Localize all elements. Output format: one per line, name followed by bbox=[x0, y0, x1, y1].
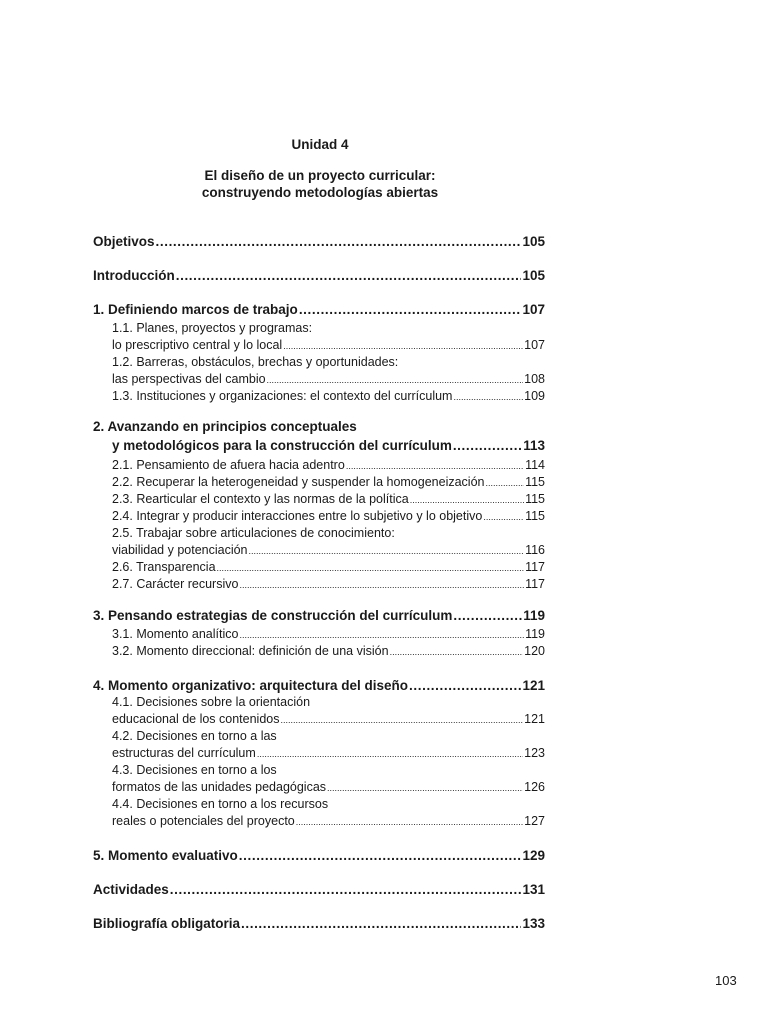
toc-entry-title: 2.1. Pensamiento de afuera hacia adentro bbox=[112, 458, 345, 472]
toc-page-number: 116 bbox=[525, 543, 545, 557]
toc-page-number: 114 bbox=[525, 458, 545, 472]
toc-entry-title: Objetivos bbox=[93, 234, 155, 249]
toc-page-number: 121 bbox=[522, 678, 545, 693]
toc-page-number: 109 bbox=[524, 389, 545, 403]
toc-entry bbox=[112, 543, 545, 557]
dot-leader bbox=[239, 627, 524, 641]
toc-entry-title: 2.5. Trabajar sobre articulaciones de conocimiento: bbox=[112, 526, 395, 540]
dot-leader bbox=[296, 814, 523, 828]
toc-page-number: 119 bbox=[525, 627, 545, 641]
toc-entry-title: 4.3. Decisiones en torno a los bbox=[112, 763, 277, 777]
dot-leader bbox=[283, 338, 523, 352]
toc-entry-title: 1. Definiendo marcos de trabajo bbox=[93, 302, 298, 317]
dot-leader bbox=[249, 543, 525, 557]
toc-entry bbox=[112, 475, 545, 489]
toc-entry bbox=[112, 560, 545, 574]
toc-entry bbox=[93, 419, 545, 434]
dot-leader bbox=[299, 302, 522, 317]
toc-entry bbox=[93, 678, 545, 693]
dot-leader bbox=[327, 780, 523, 794]
dot-leader bbox=[217, 560, 525, 574]
toc-entry-title: 1.3. Instituciones y organizaciones: el contexto del currículum bbox=[112, 389, 453, 403]
toc-page-number: 113 bbox=[523, 438, 545, 453]
toc-page-number: 127 bbox=[524, 814, 545, 828]
toc-entry-title: 3. Pensando estrategias de construcción del currículum bbox=[93, 608, 453, 623]
dot-leader bbox=[483, 509, 524, 523]
dot-leader bbox=[176, 268, 522, 283]
toc-entry bbox=[93, 268, 545, 283]
toc-entry bbox=[112, 458, 545, 472]
toc-page-number: 126 bbox=[524, 780, 545, 794]
toc-page-number: 105 bbox=[522, 268, 545, 283]
toc-entry-title: 4.2. Decisiones en torno a las bbox=[112, 729, 277, 743]
toc-entry-title: educacional de los contenidos bbox=[112, 712, 280, 726]
toc-entry-title: viabilidad y potenciación bbox=[112, 543, 248, 557]
toc-entry-title: 4.1. Decisiones sobre la orientación bbox=[112, 695, 311, 709]
toc-page-number: 123 bbox=[524, 746, 545, 760]
toc-entry-title: 2.6. Transparencia bbox=[112, 560, 216, 574]
toc-entry bbox=[93, 608, 545, 623]
dot-leader bbox=[453, 608, 522, 623]
dot-leader bbox=[257, 746, 523, 760]
toc-entry-title: formatos de las unidades pedagógicas bbox=[112, 780, 327, 794]
unit-title-line-2: construyendo metodologías abiertas bbox=[201, 185, 439, 200]
toc-entry bbox=[112, 389, 545, 403]
toc-entry bbox=[112, 526, 545, 540]
page-number: 103 bbox=[715, 973, 737, 988]
dot-leader bbox=[346, 458, 524, 472]
dot-leader bbox=[267, 372, 524, 386]
toc-entry bbox=[112, 438, 545, 453]
toc-entry bbox=[112, 746, 545, 760]
toc-page-number: 107 bbox=[524, 338, 545, 352]
toc-entry-title: las perspectivas del cambio bbox=[112, 372, 266, 386]
toc-page-number: 129 bbox=[522, 848, 545, 863]
toc-entry bbox=[112, 729, 545, 743]
toc-entry-title: 5. Momento evaluativo bbox=[93, 848, 238, 863]
toc-page-number: 115 bbox=[525, 475, 545, 489]
toc-page-number: 133 bbox=[522, 916, 545, 931]
dot-leader bbox=[170, 882, 522, 897]
toc-entry-title: 2.7. Carácter recursivo bbox=[112, 577, 239, 591]
toc-entry bbox=[93, 848, 545, 863]
toc-entry bbox=[112, 577, 545, 591]
toc-entry-title: reales o potenciales del proyecto bbox=[112, 814, 295, 828]
toc-entry bbox=[112, 644, 545, 658]
toc-entry-title: Bibliografía obligatoria bbox=[93, 916, 241, 931]
toc-page-number: 121 bbox=[524, 712, 545, 726]
dot-leader bbox=[239, 577, 524, 591]
toc-entry-title: Actividades bbox=[93, 882, 169, 897]
toc-entry bbox=[112, 627, 545, 641]
toc-entry bbox=[112, 695, 545, 709]
toc-page-number: 117 bbox=[525, 577, 545, 591]
toc-entry-title: 2. Avanzando en principios conceptuales bbox=[93, 419, 357, 434]
toc-entry bbox=[112, 492, 545, 506]
dot-leader bbox=[485, 475, 524, 489]
toc-page-number: 115 bbox=[525, 492, 545, 506]
toc-entry-title: Introducción bbox=[93, 268, 175, 283]
toc-entry bbox=[112, 338, 545, 352]
toc-entry bbox=[112, 372, 545, 386]
toc-entry-title: 2.3. Rearticular el contexto y las normas de la política bbox=[112, 492, 409, 506]
toc-entry-title: 1.1. Planes, proyectos y programas: bbox=[112, 321, 313, 335]
toc-entry bbox=[93, 234, 545, 249]
toc-page-number: 120 bbox=[524, 644, 545, 658]
dot-leader bbox=[241, 916, 521, 931]
toc-entry-title: 3.2. Momento direccional: definición de una visión bbox=[112, 644, 389, 658]
dot-leader bbox=[409, 678, 521, 693]
toc-page-number: 105 bbox=[522, 234, 545, 249]
unit-title-line-1: El diseño de un proyecto curricular: bbox=[204, 168, 436, 183]
toc-entry-title: 2.4. Integrar y producir interacciones entre lo subjetivo y lo objetivo bbox=[112, 509, 483, 523]
toc-entry bbox=[112, 797, 545, 811]
toc-page-number: 108 bbox=[524, 372, 545, 386]
toc-entry-title: 2.2. Recuperar la heterogeneidad y suspender la homogeneización bbox=[112, 475, 485, 489]
toc-entry-title: 4. Momento organizativo: arquitectura del diseño bbox=[93, 678, 409, 693]
toc-page-number: 117 bbox=[525, 560, 545, 574]
dot-leader bbox=[453, 438, 522, 453]
toc-entry-title: 1.2. Barreras, obstáculos, brechas y oportunidades: bbox=[112, 355, 399, 369]
dot-leader bbox=[390, 644, 524, 658]
unit-heading: Unidad 4 bbox=[291, 137, 349, 152]
toc-entry bbox=[112, 814, 545, 828]
dot-leader bbox=[239, 848, 522, 863]
toc-entry bbox=[112, 355, 545, 369]
toc-entry-title: 3.1. Momento analítico bbox=[112, 627, 239, 641]
toc-entry-title: lo prescriptivo central y lo local bbox=[112, 338, 283, 352]
toc-page-number: 107 bbox=[522, 302, 545, 317]
toc-entry-title: 4.4. Decisiones en torno a los recursos bbox=[112, 797, 329, 811]
toc-entry bbox=[93, 302, 545, 317]
toc-entry bbox=[112, 509, 545, 523]
toc-entry-title: y metodológicos para la construcción del currículum bbox=[112, 438, 452, 453]
dot-leader bbox=[410, 492, 524, 506]
toc-entry bbox=[112, 763, 545, 777]
toc-entry bbox=[112, 712, 545, 726]
toc-entry bbox=[93, 916, 545, 931]
toc-entry-title: estructuras del currículum bbox=[112, 746, 256, 760]
dot-leader bbox=[453, 389, 523, 403]
dot-leader bbox=[156, 234, 522, 249]
toc-page-number: 131 bbox=[522, 882, 545, 897]
toc-entry bbox=[93, 882, 545, 897]
dot-leader bbox=[280, 712, 523, 726]
toc-entry bbox=[112, 321, 545, 335]
toc-page-number: 115 bbox=[525, 509, 545, 523]
toc-entry bbox=[112, 780, 545, 794]
toc-page-number: 119 bbox=[523, 608, 545, 623]
